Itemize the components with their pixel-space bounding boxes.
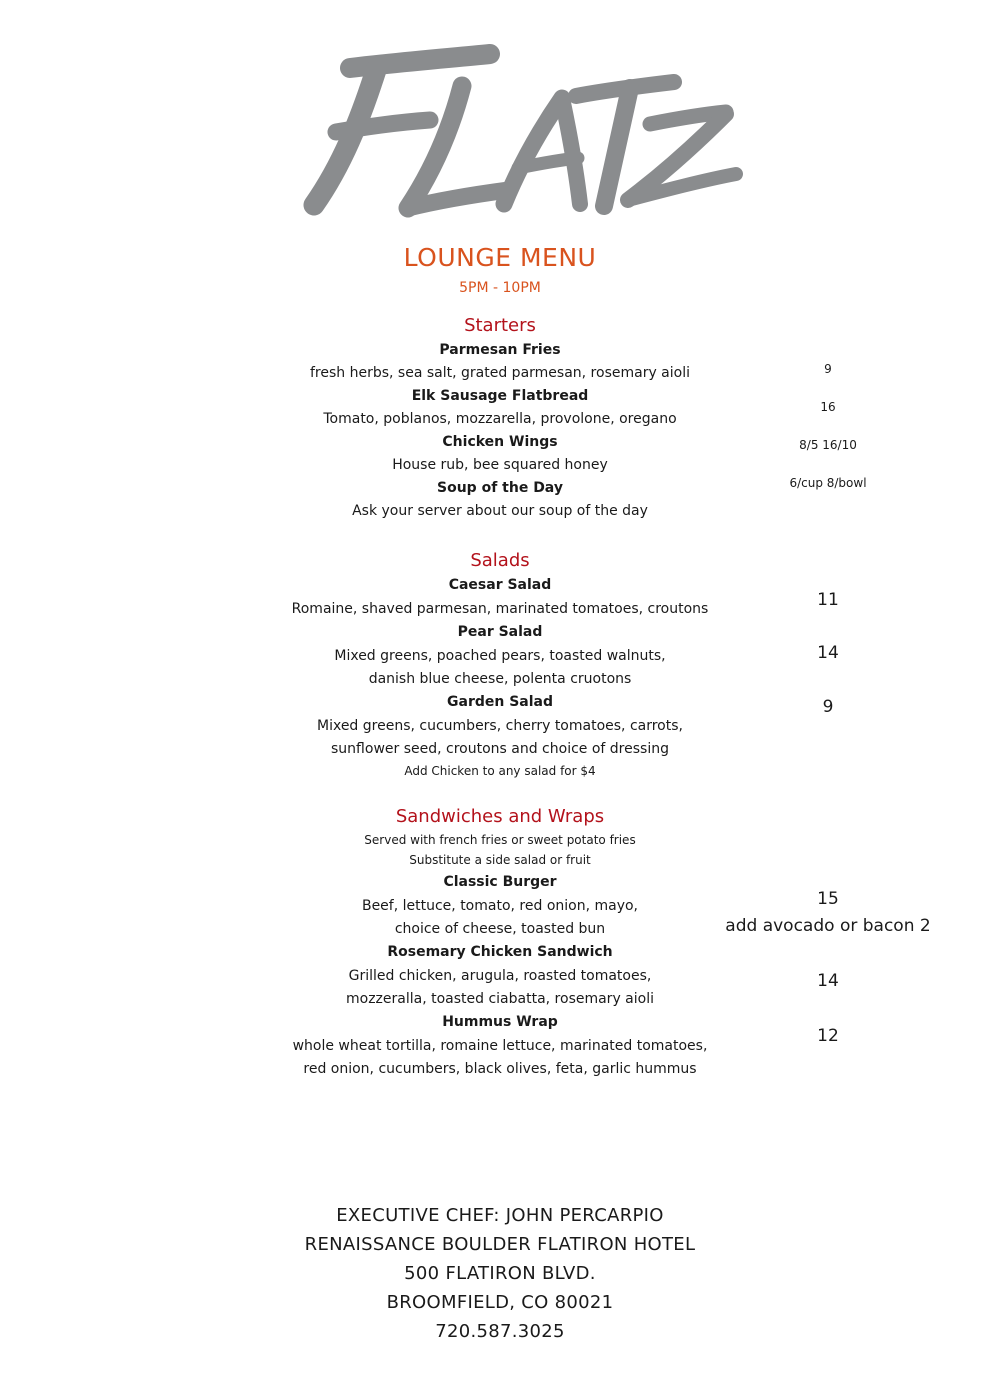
item-price-caesar-salad: 11 bbox=[817, 590, 839, 610]
item-name-rosemary-chicken-sandwich: Rosemary Chicken Sandwich bbox=[387, 944, 613, 960]
item-desc-pear-salad-line2: danish blue cheese, polenta cruotons bbox=[368, 671, 632, 687]
item-price-parmesan-fries: 9 bbox=[824, 362, 832, 376]
item-price-elk-sausage-flatbread: 16 bbox=[820, 400, 836, 414]
item-price-garden-salad: 9 bbox=[822, 697, 834, 717]
item-name-classic-burger: Classic Burger bbox=[443, 874, 557, 890]
item-name-soup-of-the-day: Soup of the Day bbox=[437, 480, 563, 496]
item-desc-hummus-wrap-line2: red onion, cucumbers, black olives, feta, garlic hummus bbox=[303, 1061, 697, 1077]
item-price-hummus-wrap: 12 bbox=[817, 1026, 839, 1046]
item-desc-caesar-salad: Romaine, shaved parmesan, marinated tomatoes, croutons bbox=[291, 601, 709, 617]
item-name-chicken-wings: Chicken Wings bbox=[442, 434, 558, 450]
salads-note: Add Chicken to any salad for $4 bbox=[404, 764, 596, 778]
item-name-parmesan-fries: Parmesan Fries bbox=[439, 342, 561, 358]
item-price-classic-burger: 15 bbox=[817, 889, 839, 909]
flatz-logo bbox=[290, 40, 750, 220]
item-desc-rosemary-chicken-line2: mozzeralla, toasted ciabatta, rosemary aioli bbox=[345, 991, 654, 1007]
item-extra-classic-burger: add avocado or bacon 2 bbox=[725, 916, 931, 936]
item-price-soup-of-the-day: 6/cup 8/bowl bbox=[789, 476, 867, 490]
item-price-chicken-wings: 8/5 16/10 bbox=[799, 438, 857, 452]
item-desc-parmesan-fries: fresh herbs, sea salt, grated parmesan, rosemary aioli bbox=[310, 365, 690, 381]
menu-hours: 5PM - 10PM bbox=[459, 280, 541, 296]
item-desc-elk-sausage-flatbread: Tomato, poblanos, mozzarella, provolone, oregano bbox=[323, 411, 677, 427]
item-desc-classic-burger-line1: Beef, lettuce, tomato, red onion, mayo, bbox=[361, 898, 639, 914]
item-desc-garden-salad-line1: Mixed greens, cucumbers, cherry tomatoes, carrots, bbox=[317, 718, 683, 734]
menu-title: LOUNGE MENU bbox=[403, 243, 597, 272]
item-name-elk-sausage-flatbread: Elk Sausage Flatbread bbox=[411, 388, 589, 404]
item-desc-classic-burger-line2: choice of cheese, toasted bun bbox=[394, 921, 606, 937]
item-desc-rosemary-chicken-line1: Grilled chicken, arugula, roasted tomatoes, bbox=[348, 968, 652, 984]
svg-text:Flatz: Flatz bbox=[517, 139, 523, 141]
item-desc-soup-of-the-day: Ask your server about our soup of the day bbox=[352, 503, 648, 519]
section-heading-starters: Starters bbox=[464, 315, 536, 336]
footer-hotel: RENAISSANCE BOULDER FLATIRON HOTEL bbox=[304, 1234, 696, 1255]
item-name-hummus-wrap: Hummus Wrap bbox=[442, 1014, 558, 1030]
section-heading-sandwiches: Sandwiches and Wraps bbox=[395, 806, 605, 827]
footer-city: BROOMFIELD, CO 80021 bbox=[386, 1292, 614, 1313]
item-desc-garden-salad-line2: sunflower seed, croutons and choice of dressing bbox=[331, 741, 669, 757]
sandwiches-note-1: Served with french fries or sweet potato fries bbox=[364, 833, 636, 847]
item-name-garden-salad: Garden Salad bbox=[447, 694, 553, 710]
item-name-caesar-salad: Caesar Salad bbox=[448, 577, 552, 593]
item-desc-chicken-wings: House rub, bee squared honey bbox=[392, 457, 608, 473]
item-price-pear-salad: 14 bbox=[817, 643, 839, 663]
section-heading-salads: Salads bbox=[470, 550, 530, 571]
footer-chef: EXECUTIVE CHEF: JOHN PERCARPIO bbox=[336, 1205, 664, 1226]
sandwiches-note-2: Substitute a side salad or fruit bbox=[409, 853, 591, 867]
item-desc-hummus-wrap-line1: whole wheat tortilla, romaine lettuce, marinated tomatoes, bbox=[292, 1038, 708, 1054]
footer-address: 500 FLATIRON BLVD. bbox=[404, 1263, 596, 1284]
item-desc-pear-salad-line1: Mixed greens, poached pears, toasted walnuts, bbox=[334, 648, 666, 664]
item-name-pear-salad: Pear Salad bbox=[457, 624, 543, 640]
item-price-rosemary-chicken-sandwich: 14 bbox=[817, 971, 839, 991]
footer-phone: 720.587.3025 bbox=[435, 1321, 565, 1342]
